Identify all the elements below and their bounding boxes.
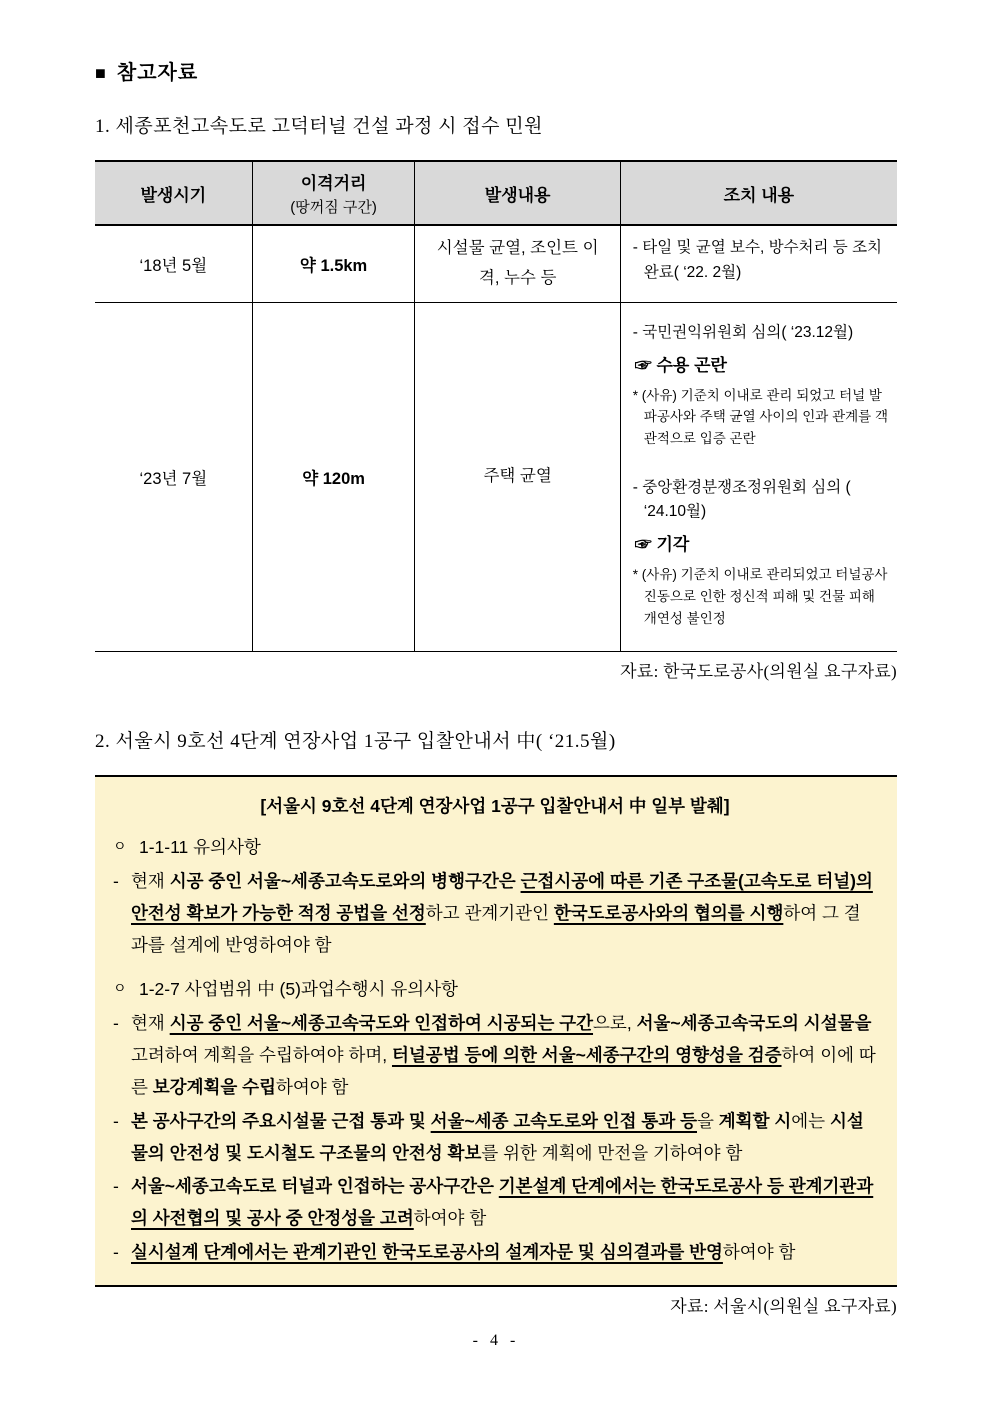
- dash-bullet: -: [113, 870, 119, 891]
- excerpt-item: [113, 1106, 877, 1170]
- section1-title: 1. 세종포천고속도로 고덕터널 건설 과정 시 접수 민원: [95, 116, 543, 137]
- action-result: ☞ 기각: [634, 535, 690, 555]
- excerpt-box-title: [서울시 9호선 4단계 연장사업 1공구 입찰안내서 中 일부 발췌]: [260, 796, 730, 816]
- table-row-2018: [95, 225, 897, 303]
- cell-period: ‘23년 7월: [95, 303, 252, 652]
- dash-bullet: -: [113, 1242, 119, 1263]
- dash-bullet: -: [113, 1176, 119, 1197]
- complaints-table: [95, 160, 897, 652]
- excerpt-item-1-2-7: [113, 974, 877, 1006]
- item-text: 1-1-11 유의사항: [139, 837, 261, 857]
- circle-bullet: ㅇ: [113, 838, 127, 854]
- cell-period: ‘18년 5월: [95, 225, 252, 303]
- dash-bullet: -: [113, 1013, 119, 1034]
- action-item: - 국민권익위원회 심의( ‘23.12월): [632, 323, 854, 341]
- document-page: [95, 0, 897, 1349]
- header-action: 조치 내용: [620, 161, 897, 225]
- header-distance-sub: (땅꺼짐 구간): [290, 199, 377, 216]
- action-item: - 중앙환경분쟁조정위원회 심의 ( ‘24.10월): [632, 478, 851, 521]
- table-header-row: [95, 161, 897, 225]
- circle-bullet: ㅇ: [113, 980, 127, 997]
- cell-action: [620, 225, 897, 303]
- excerpt-item-1-1-11: [113, 832, 877, 864]
- bid-excerpt-box: [95, 775, 897, 1287]
- cell-distance: 약 120m: [252, 303, 415, 652]
- section2-title: 2. 서울시 9호선 4단계 연장사업 1공구 입찰안내서 中( ‘21.5월): [95, 731, 616, 752]
- cell-content: 시설물 균열, 조인트 이격, 누수 등: [415, 225, 620, 303]
- dash-bullet: -: [113, 1110, 119, 1131]
- excerpt-item: [113, 1008, 877, 1104]
- item-text: 현재 시공 중인 서울~세종고속국도와 인접하여 시공되는 구간으로, 서울~세종고속국도의 시설물을 고려하여 계획을 수립하여야 하며, 터널공법 등에 의한 서울~세종구간의 영향성을 검증하여 이에 따른 보강계획을 수립하여야 함: [131, 1013, 876, 1097]
- item-text: 1-2-7 사업범위 中 (5)과업수행시 유의사항: [139, 979, 458, 1000]
- header-content: 발생내용: [415, 161, 620, 225]
- excerpt-item: [113, 1171, 877, 1235]
- action-reason: * (사유) 기준치 이내로 관리 되었고 터널 발파공사와 주택 균열 사이의 인과 관계를 객관적으로 입증 곤란: [632, 387, 888, 446]
- header-distance-main: 이격거리: [300, 174, 367, 193]
- item-text: 현재 시공 중인 서울~세종고속도로와의 병행구간은 근접시공에 따른 기존 구조물(고속도로 터널)의 안전성 확보가 가능한 적정 공법을 선정하고 관계기관인 한국도로공사와의 협의를 시행하여 그 결과를 설계에 반영하여야 함: [131, 870, 873, 955]
- item-text: 본 공사구간의 주요시설물 근접 통과 및 서울~세종 고속도로와 인접 통과 등을 계획할 시에는 시설물의 안전성 및 도시철도 구조물의 안전성 확보를 위한 계획에 만전을 기하여야 함: [131, 1110, 864, 1163]
- item-text: 실시설계 단계에서는 관계기관인 한국도로공사의 설계자문 및 심의결과를 반영하여야 함: [131, 1242, 796, 1263]
- page-title: [95, 56, 897, 85]
- excerpt-item: [113, 1237, 877, 1269]
- header-period: 발생시기: [95, 161, 252, 225]
- black-square-icon: ■: [95, 63, 107, 83]
- header-distance: [252, 161, 415, 225]
- source-note-koex: 자료: 한국도로공사(의원실 요구자료): [620, 662, 897, 681]
- item-text: 서울~세종고속도로 터널과 인접하는 공사구간은 기본설계 단계에서는 한국도로공사 등 관계기관과의 사전협의 및 공사 중 안정성을 고려하여야 함: [131, 1176, 874, 1229]
- action-result: ☞ 수용 곤란: [634, 355, 727, 375]
- cell-action: [620, 303, 897, 652]
- page-number: - 4 -: [472, 1332, 520, 1349]
- excerpt-item: [113, 866, 877, 962]
- action-reason: * (사유) 기준치 이내로 관리되었고 터널공사 진동으로 인한 정신적 피해 및 건물 피해 개연성 불인정: [632, 567, 888, 626]
- table-row-2023: [95, 303, 897, 652]
- source-note-seoul: 자료: 서울시(의원실 요구자료): [670, 1296, 897, 1316]
- action-item: - 타일 및 균열 보수, 방수처리 등 조치 완료( ‘22. 2월): [632, 239, 883, 281]
- cell-content: 주택 균열: [415, 303, 620, 652]
- cell-distance: 약 1.5km: [252, 225, 415, 303]
- page-title-text: 참고자료: [116, 62, 199, 84]
